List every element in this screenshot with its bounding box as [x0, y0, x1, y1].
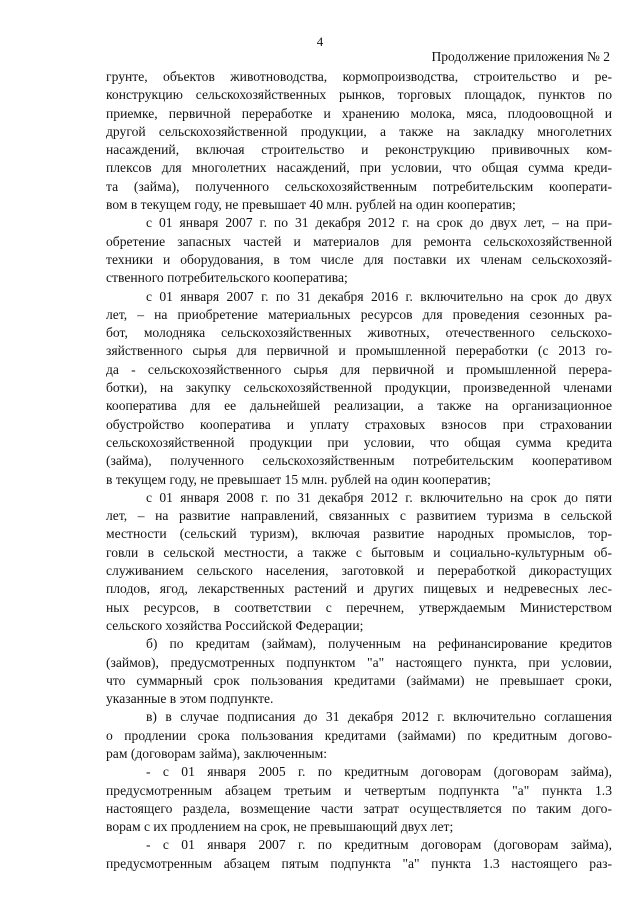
text-line: указанные в этом подпункте. — [106, 691, 274, 707]
text-line: плексов для многолетних насаждений, при условии, что общая сумма креди- — [106, 160, 612, 176]
text-line: в текущем году, не превышает 15 млн. рублей на один кооператив; — [106, 471, 491, 487]
text-line: грунте, объектов животноводства, кормопроизводства, строительство и ре- — [106, 69, 612, 84]
text-line: говли в сельской местности, а также с бытовым и социально-культурным об- — [106, 544, 612, 560]
text-line: лет, – на развитие направлений, связанных с развитием туризма в сельской — [106, 508, 612, 524]
text-line: ботки), на закупку сельскохозяйственной продукции, произведенной членами — [106, 380, 612, 396]
text-line: обретение запасных частей и материалов для ремонта сельскохозяйственной — [106, 233, 612, 249]
text-line: ворам с их продлением на срок, не превышающий двух лет; — [106, 819, 454, 835]
text-line: предусмотренным абзацем третьим и четвертым подпункта "а" пункта 1.3 — [106, 782, 612, 798]
text-line: та (займа), полученного сельскохозяйственным потребительским кооперати- — [106, 178, 612, 194]
text-line: (займов), предусмотренных подпунктом "а" настоящего пункта, при условии, — [106, 654, 612, 670]
text-line: с 01 января 2008 г. по 31 декабря 2012 г. включительно на срок до пяти — [146, 489, 612, 505]
text-line: техники и оборудования, в том числе для поставки их членам сельскохозяй- — [106, 251, 612, 267]
text-line: рам (договорам займа), заключенным: — [106, 745, 327, 761]
text-line: настоящего раздела, возмещение части затрат осуществляется по таким дого- — [106, 800, 612, 816]
page-number: 4 — [316, 34, 324, 49]
text-line: с 01 января 2007 г. по 31 декабря 2012 г. на срок до двух лет, – на при- — [146, 215, 612, 231]
text-line: в) в случае подписания до 31 декабря 2012 г. включительно соглашения — [146, 709, 612, 725]
text-line: о продлении срока пользования кредитами (займами) по кредитным догово- — [106, 727, 612, 743]
text-line: вом в текущем году, не превышает 40 млн. рублей на один кооператив; — [106, 197, 516, 213]
running-header: Продолжение приложения № 2 — [431, 49, 610, 64]
text-line: б) по кредитам (займам), полученным на рефинансирование кредитов — [146, 636, 612, 652]
text-line: конструкцию сельскохозяйственных рынков, торговых площадок, пунктов по — [106, 87, 612, 103]
text-line: приемке, первичной переработке и хранению молока, мяса, плодоовощной и — [106, 105, 612, 121]
text-line: с 01 января 2007 г. по 31 декабря 2016 г. включительно на срок до двух — [146, 288, 612, 304]
document-body — [106, 68, 612, 873]
text-line: ственного потребительского кооператива; — [106, 270, 348, 286]
text-line: лет, – на приобретение материальных ресурсов для проведения сезонных ра- — [106, 306, 612, 322]
text-line: сельскохозяйственной продукции при условии, что общая сумма кредита — [106, 434, 612, 450]
text-line: зяйственного сырья для первичной и промышленной переработки (с 2013 го- — [106, 343, 612, 359]
text-line: предусмотренным абзацем пятым подпункта "а" пункта 1.3 настоящего раз- — [106, 855, 612, 871]
text-line: ных ресурсов, в соответствии с перечнем, утверждаемым Министерством — [106, 599, 612, 615]
text-line: другой сельскохозяйственной продукции, а также на закладку многолетних — [106, 123, 612, 139]
text-line: местности (сельский туризм), включая развитие народных промыслов, тор- — [106, 526, 612, 542]
text-line: сельского хозяйства Российской Федерации; — [106, 617, 364, 633]
text-line: что суммарный срок пользования кредитами (займами) не превышает сроки, — [106, 672, 612, 688]
text-line: - с 01 января 2005 г. по кредитным договорам (договорам займа), — [146, 764, 612, 780]
text-line: (займа), полученного сельскохозяйственным потребительским кооперативом — [106, 453, 612, 469]
text-line: насаждений, включая строительство и реконструкцию прививочных ком- — [106, 142, 612, 158]
text-line: служиванием сельского населения, заготовкой и переработкой дикорастущих — [106, 563, 612, 579]
text-line: - с 01 января 2007 г. по кредитным договорам (договорам займа), — [146, 837, 612, 853]
text-line: бот, молодняка сельскохозяйственных животных, отечественного сельскохо- — [106, 325, 612, 341]
text-line: плодов, ягод, лекарственных растений и других пищевых и недревесных лес- — [106, 581, 612, 597]
text-line: обустройство кооператива и уплату страховых взносов при страховании — [106, 416, 612, 432]
text-line: кооператива для ее дальнейшей реализации, а также на организационное — [106, 398, 612, 414]
text-line: да - сельскохозяйственного сырья для первичной и промышленной перера- — [106, 361, 612, 377]
